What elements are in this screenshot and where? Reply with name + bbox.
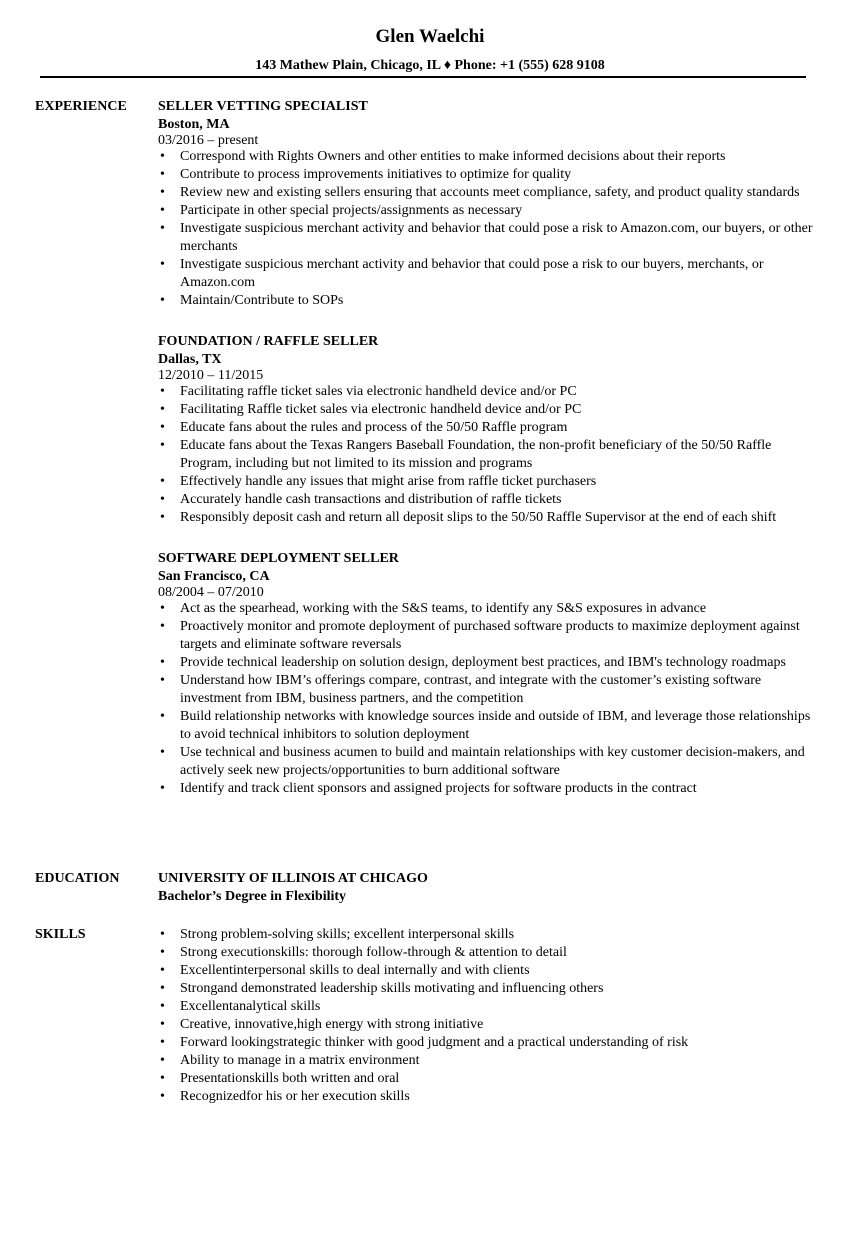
bullet-item <box>158 618 818 654</box>
bullet-text: Forward lookingstrategic thinker with good judgment and a practical understanding of risk <box>180 1035 689 1050</box>
bullet-text: Excellentinterpersonal skills to deal internally and with clients <box>180 963 530 978</box>
bullet-item <box>158 654 818 672</box>
bullet-text: Presentationskills both written and oral <box>180 1071 400 1086</box>
bullet-item <box>158 473 818 491</box>
bullet-dot-icon: • <box>160 673 165 688</box>
bullet-dot-icon: • <box>160 492 165 507</box>
bullet-item <box>158 1034 818 1052</box>
section-label-experience: EXPERIENCE <box>35 99 127 114</box>
bullet-item <box>158 491 818 509</box>
job-entry <box>158 333 818 527</box>
skills-list <box>158 926 818 1106</box>
bullet-text: Maintain/Contribute to SOPs <box>180 293 344 308</box>
bullet-dot-icon: • <box>160 745 165 760</box>
job-location: Boston, MA <box>158 117 230 132</box>
bullet-dot-icon: • <box>160 149 165 164</box>
bullet-text: Build relationship networks with knowledge sources inside and outside of IBM, and leverage those relationships to avoid technical inhibitors to solution deployment <box>180 709 811 742</box>
bullet-item <box>158 256 818 292</box>
bullet-dot-icon: • <box>160 1017 165 1032</box>
bullet-dot-icon: • <box>160 619 165 634</box>
bullet-text: Strong executionskills: thorough follow-through & attention to detail <box>180 945 567 960</box>
job-bullets <box>158 383 818 527</box>
header-divider <box>40 76 806 78</box>
section-label-education: EDUCATION <box>35 871 120 886</box>
bullet-item <box>158 437 818 473</box>
bullet-item <box>158 419 818 437</box>
contact-line: 143 Mathew Plain, Chicago, IL ♦ Phone: +1 (555) 628 9108 <box>255 58 605 73</box>
bullet-text: Excellentanalytical skills <box>180 999 321 1014</box>
bullet-item <box>158 600 818 618</box>
bullet-dot-icon: • <box>160 709 165 724</box>
bullet-dot-icon: • <box>160 167 165 182</box>
bullet-dot-icon: • <box>160 257 165 272</box>
job-dates: 03/2016 – present <box>158 133 259 148</box>
job-location: San Francisco, CA <box>158 569 270 584</box>
bullet-item <box>158 148 818 166</box>
bullet-text: Facilitating raffle ticket sales via electronic handheld device and/or PC <box>180 384 577 399</box>
bullet-text: Proactively monitor and promote deployment of purchased software products to maximize deployment against targets and eliminate software reversals <box>180 619 800 652</box>
bullet-dot-icon: • <box>160 945 165 960</box>
job-entry <box>158 550 818 798</box>
bullet-dot-icon: • <box>160 221 165 236</box>
bullet-item <box>158 926 818 944</box>
bullet-dot-icon: • <box>160 1071 165 1086</box>
bullet-item <box>158 202 818 220</box>
bullet-text: Understand how IBM’s offerings compare, contrast, and integrate with the customer’s existing software investment from IBM, business partners, and the competition <box>180 673 762 706</box>
bullet-dot-icon: • <box>160 963 165 978</box>
bullet-text: Identify and track client sponsors and assigned projects for software products in the contract <box>180 781 697 796</box>
job-dates: 08/2004 – 07/2010 <box>158 585 264 600</box>
bullet-dot-icon: • <box>160 185 165 200</box>
bullet-text: Responsibly deposit cash and return all deposit slips to the 50/50 Raffle Supervisor at the end of each shift <box>180 510 777 525</box>
bullet-item <box>158 1070 818 1088</box>
bullet-dot-icon: • <box>160 438 165 453</box>
experience-list <box>158 98 818 821</box>
bullet-item <box>158 1052 818 1070</box>
bullet-text: Investigate suspicious merchant activity and behavior that could pose a risk to Amazon.com, our buyers, or other merchants <box>180 221 813 254</box>
bullet-dot-icon: • <box>160 781 165 796</box>
bullet-item <box>158 962 818 980</box>
job-title: SELLER VETTING SPECIALIST <box>158 99 368 114</box>
bullet-dot-icon: • <box>160 474 165 489</box>
bullet-text: Facilitating Raffle ticket sales via electronic handheld device and/or PC <box>180 402 582 417</box>
bullet-dot-icon: • <box>160 203 165 218</box>
bullet-text: Educate fans about the Texas Rangers Baseball Foundation, the non-profit beneficiary of the 50/50 Raffle Program, including but not limited to its mission and programs <box>180 438 772 471</box>
bullet-item <box>158 708 818 744</box>
bullet-text: Strong problem-solving skills; excellent interpersonal skills <box>180 927 515 942</box>
bullet-item <box>158 509 818 527</box>
bullet-item <box>158 780 818 798</box>
bullet-dot-icon: • <box>160 999 165 1014</box>
section-label-skills: SKILLS <box>35 927 86 942</box>
bullet-dot-icon: • <box>160 402 165 417</box>
bullet-item <box>158 672 818 708</box>
job-title: SOFTWARE DEPLOYMENT SELLER <box>158 551 399 566</box>
bullet-item <box>158 744 818 780</box>
bullet-dot-icon: • <box>160 293 165 308</box>
bullet-item <box>158 980 818 998</box>
job-location: Dallas, TX <box>158 352 222 367</box>
bullet-item <box>158 1088 818 1106</box>
bullet-text: Review new and existing sellers ensuring that accounts meet compliance, safety, and product quality standards <box>180 185 800 200</box>
bullet-text: Creative, innovative,high energy with strong initiative <box>180 1017 484 1032</box>
job-bullets <box>158 600 818 798</box>
bullet-text: Accurately handle cash transactions and distribution of raffle tickets <box>180 492 562 507</box>
bullet-dot-icon: • <box>160 1053 165 1068</box>
bullet-text: Correspond with Rights Owners and other entities to make informed decisions about their reports <box>180 149 726 164</box>
bullet-dot-icon: • <box>160 601 165 616</box>
bullet-item <box>158 1016 818 1034</box>
degree: Bachelor’s Degree in Flexibility <box>158 889 347 904</box>
bullet-text: Provide technical leadership on solution design, deployment best practices, and IBM's technology roadmaps <box>180 655 786 670</box>
bullet-dot-icon: • <box>160 1035 165 1050</box>
resume-header <box>0 0 860 74</box>
bullet-dot-icon: • <box>160 1089 165 1104</box>
job-dates: 12/2010 – 11/2015 <box>158 368 264 383</box>
bullet-text: Contribute to process improvements initiatives to optimize for quality <box>180 167 572 182</box>
bullet-text: Recognizedfor his or her execution skills <box>180 1089 410 1104</box>
bullet-text: Ability to manage in a matrix environment <box>180 1053 420 1068</box>
bullet-text: Investigate suspicious merchant activity and behavior that could pose a risk to our buyers, merchants, or Amazon.com <box>180 257 764 290</box>
school-name: UNIVERSITY OF ILLINOIS AT CHICAGO <box>158 871 428 886</box>
bullet-item <box>158 383 818 401</box>
candidate-name: Glen Waelchi <box>375 26 485 47</box>
bullet-item <box>158 166 818 184</box>
bullet-item <box>158 184 818 202</box>
bullet-text: Participate in other special projects/assignments as necessary <box>180 203 523 218</box>
bullet-dot-icon: • <box>160 510 165 525</box>
skills-body <box>158 926 818 1106</box>
job-bullets <box>158 148 818 310</box>
education-entry <box>158 870 818 906</box>
bullet-text: Use technical and business acumen to build and maintain relationships with key customer decision-makers, and actively seek new projects/opportunities to burn additional software <box>180 745 805 778</box>
bullet-item <box>158 292 818 310</box>
bullet-item <box>158 944 818 962</box>
bullet-text: Act as the spearhead, working with the S&S teams, to identify any S&S exposures in advance <box>180 601 707 616</box>
bullet-text: Strongand demonstrated leadership skills motivating and influencing others <box>180 981 604 996</box>
bullet-dot-icon: • <box>160 384 165 399</box>
bullet-dot-icon: • <box>160 981 165 996</box>
job-title: FOUNDATION / RAFFLE SELLER <box>158 334 379 349</box>
bullet-item <box>158 401 818 419</box>
bullet-dot-icon: • <box>160 420 165 435</box>
bullet-dot-icon: • <box>160 655 165 670</box>
bullet-text: Educate fans about the rules and process of the 50/50 Raffle program <box>180 420 568 435</box>
bullet-text: Effectively handle any issues that might arise from raffle ticket purchasers <box>180 474 597 489</box>
bullet-item <box>158 998 818 1016</box>
bullet-dot-icon: • <box>160 927 165 942</box>
bullet-item <box>158 220 818 256</box>
job-entry <box>158 98 818 310</box>
